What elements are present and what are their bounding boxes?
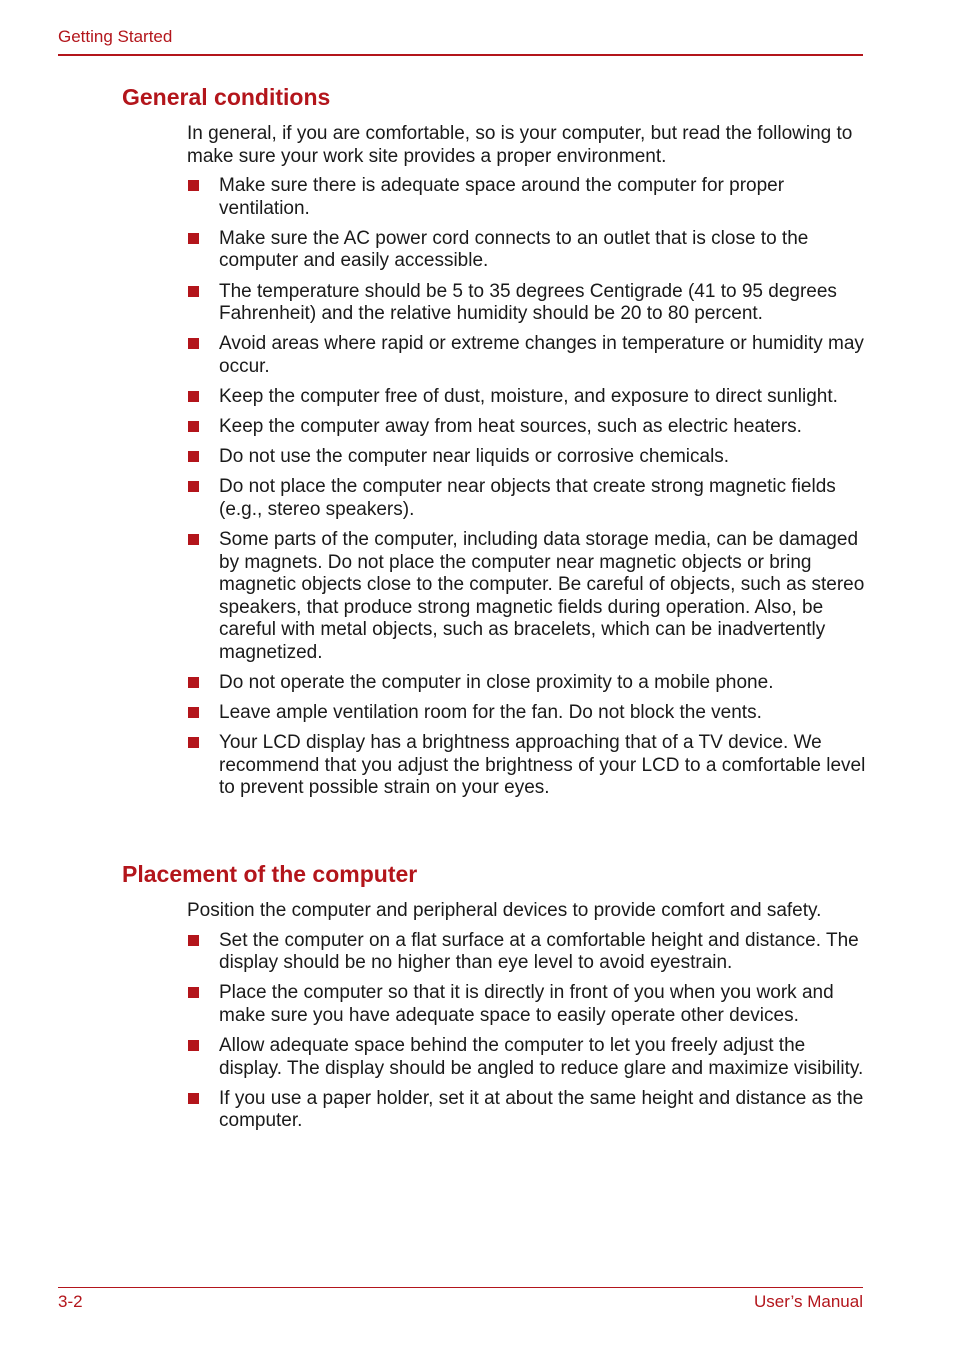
list-item-text: Your LCD display has a brightness approaching that of a TV device. We recommend that you adjust the brightness of your LCD to a comfortable level to prevent possible strain on your eyes. — [219, 732, 866, 799]
list-item — [187, 702, 867, 725]
square-bullet-icon — [188, 451, 199, 462]
list-item-text: Do not operate the computer in close proximity to a mobile phone. — [219, 671, 774, 693]
list-item — [187, 930, 867, 975]
bullet-list — [187, 930, 867, 1133]
footer-rule — [58, 1287, 863, 1288]
section-heading-placement: Placement of the computer — [122, 861, 418, 887]
square-bullet-icon — [188, 534, 199, 545]
square-bullet-icon — [188, 481, 199, 492]
list-item-text: Keep the computer away from heat sources, such as electric heaters. — [219, 416, 802, 438]
list-item-text: Place the computer so that it is directly in front of you when you work and make sure you have adequate space to easily operate other devices. — [219, 982, 834, 1026]
running-header: Getting Started — [58, 27, 173, 46]
list-item-text: Make sure there is adequate space around the computer for proper ventilation. — [219, 175, 785, 219]
list-item-text: If you use a paper holder, set it at about the same height and distance as the computer. — [219, 1087, 864, 1132]
list-item-text: Do not place the computer near objects that create strong magnetic fields (e.g., stereo speakers). — [219, 476, 836, 520]
list-item-text: Avoid areas where rapid or extreme changes in temperature or humidity may occur. — [219, 333, 864, 377]
list-item — [187, 476, 867, 521]
list-item-text: Keep the computer free of dust, moisture, and exposure to direct sunlight. — [219, 385, 838, 407]
list-item — [187, 446, 867, 469]
list-item — [187, 175, 867, 220]
square-bullet-icon — [188, 338, 199, 349]
section-intro: In general, if you are comfortable, so is your computer, but read the following to make sure your work site provides a proper environment. — [187, 123, 853, 167]
manual-title: User’s Manual — [754, 1292, 863, 1311]
list-item — [187, 333, 867, 378]
square-bullet-icon — [188, 421, 199, 432]
list-item-text: Do not use the computer near liquids or corrosive chemicals. — [219, 446, 730, 468]
bullet-list — [187, 175, 867, 800]
square-bullet-icon — [188, 935, 199, 946]
page-number: 3-2 — [58, 1292, 83, 1311]
square-bullet-icon — [188, 987, 199, 998]
square-bullet-icon — [188, 707, 199, 718]
list-item — [187, 228, 867, 273]
section-intro: Position the computer and peripheral devices to provide comfort and safety. — [187, 900, 822, 921]
section-placement-of-computer — [187, 900, 867, 1140]
square-bullet-icon — [188, 1093, 199, 1104]
section-general-conditions — [187, 123, 867, 807]
square-bullet-icon — [188, 737, 199, 748]
list-item — [187, 732, 867, 800]
list-item-text: Leave ample ventilation room for the fan. Do not block the vents. — [219, 702, 762, 724]
list-item — [187, 982, 867, 1027]
list-item-text: Set the computer on a flat surface at a comfortable height and distance. The display should be no higher than eye level to avoid eyestrain. — [219, 929, 859, 974]
list-item-text: The temperature should be 5 to 35 degrees Centigrade (41 to 95 degrees Fahrenheit) and the relative humidity should be 20 to 80 percent. — [219, 280, 837, 325]
square-bullet-icon — [188, 1040, 199, 1051]
header-rule — [58, 54, 863, 56]
list-item — [187, 529, 867, 665]
list-item — [187, 281, 867, 326]
section-heading-general-conditions: General conditions — [122, 84, 331, 110]
list-item-text: Some parts of the computer, including data storage media, can be damaged by magnets. Do not place the computer near magnetic objects or bring magnetic objects close to the computer. Be careful of objects, such as stereo speakers, that produce strong magnetic fields during operation. Also, be careful with metal objects, such as bracelets, which can be inadvertently magnetized. — [219, 528, 865, 663]
square-bullet-icon — [188, 677, 199, 688]
list-item-text: Make sure the AC power cord connects to an outlet that is close to the computer and easily accessible. — [219, 227, 809, 272]
list-item-text: Allow adequate space behind the computer to let you freely adjust the display. The display should be angled to reduce glare and maximize visibility. — [219, 1034, 864, 1079]
square-bullet-icon — [188, 391, 199, 402]
square-bullet-icon — [188, 233, 199, 244]
square-bullet-icon — [188, 180, 199, 191]
list-item — [187, 416, 867, 439]
list-item — [187, 1035, 867, 1080]
list-item — [187, 386, 867, 409]
square-bullet-icon — [188, 286, 199, 297]
list-item — [187, 672, 867, 695]
list-item — [187, 1088, 867, 1133]
